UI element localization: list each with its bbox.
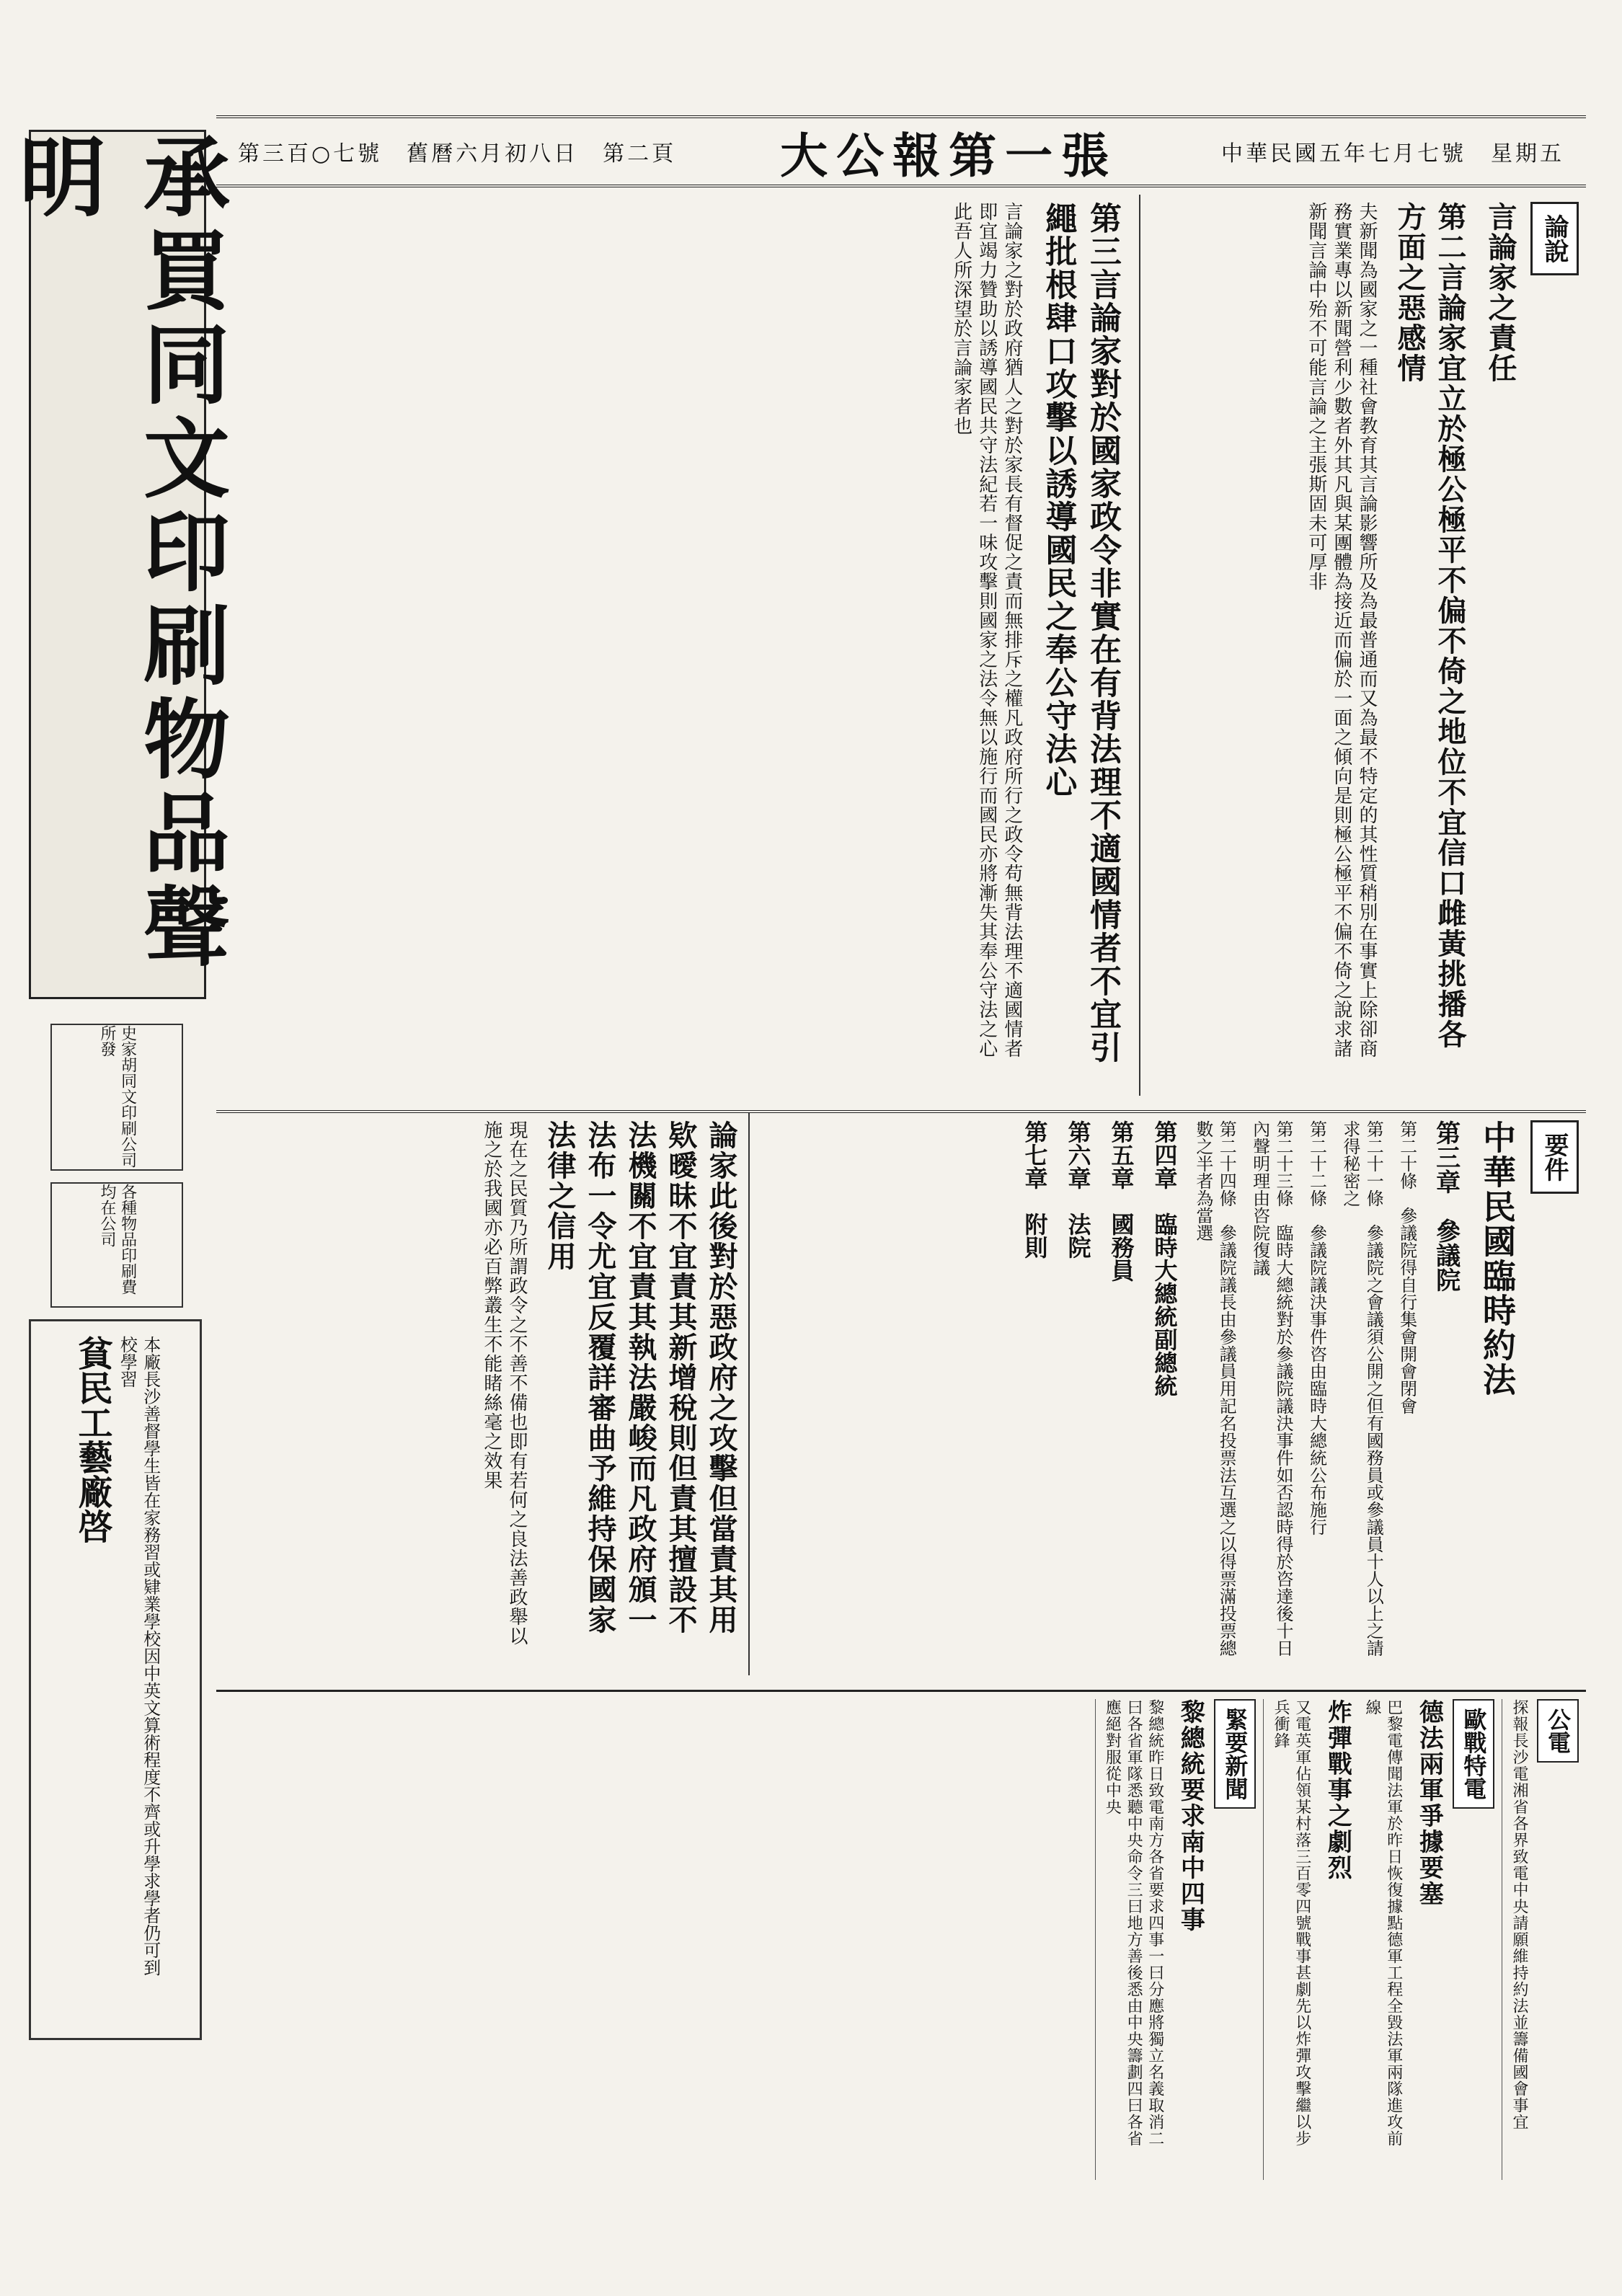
constitution-headline: 中華民國臨時約法: [1478, 1120, 1517, 1397]
editorial-subheadline: 第二言論家宜立於極公極平不偏不倚之地位不宜信口雌黃挑播各方面之惡感情: [1393, 202, 1467, 1050]
important-news-label: 緊要新聞: [1214, 1699, 1256, 1809]
war-news-label: 歐戰特電: [1453, 1699, 1494, 1809]
lower-section: [216, 1110, 1586, 2187]
article-item: 第二十四條 參議院議長由參議員用記名投票法互選之以得票滿投票總數之半者為當選: [1192, 1120, 1237, 1657]
chapter-heading: 第五章 國務員: [1107, 1120, 1135, 1282]
telegram-label: 公電: [1537, 1699, 1579, 1763]
masthead-issue-info: 第三百○七號 舊曆六月初八日 第二頁: [238, 141, 677, 167]
article-item: 第二十一條 參議院之會議須公開之但有國務員或參議員十人以上之請求得秘密之: [1339, 1120, 1384, 1657]
telegram-column: [1502, 1699, 1579, 2180]
essay-body: 言論家之對於政府猶人之對於家長有督促之責而無排斥之權凡政府所行之政令苟無背法理不適國情者即宜竭力贊助以誘導國民共守法紀若一味攻擊則國家之法令無以施行而國民亦將漸失其奉公守法之心此吾人所深望於言論家者也: [950, 202, 1023, 1058]
section-label: 要件: [1530, 1120, 1579, 1194]
notice-stamp: [5, 130, 231, 999]
ad-text: 史家胡同文印刷公司所發: [98, 1025, 137, 1168]
chapter-heading: 第三章 參議院: [1431, 1120, 1461, 1292]
article-item: 第二十三條 臨時大總統對於參議院議決事件如否認時得於咨達後十日內聲明理由咨院復議: [1249, 1120, 1294, 1657]
war-news-headline: 德法兩軍爭據要塞: [1414, 1699, 1444, 1907]
war-news-headline: 炸彈戰事之劇烈: [1323, 1699, 1352, 1881]
masthead: [216, 115, 1586, 187]
essay-continued-body: 現在之民質乃所謂政令之不善不備也即有若何之良法善政舉以施之於我國亦必百弊叢生不能睹絲毫之效果: [480, 1120, 528, 1646]
factory-notice: [29, 1319, 202, 2040]
factory-notice-title: 貧民工藝廠啓: [72, 1336, 112, 1543]
chapter-heading: 第四章 臨時大總統副總統: [1151, 1120, 1179, 1397]
war-news-body: 又電英軍佔領某村落三百零四號戰事甚劇先以炸彈攻擊繼以步兵衝鋒: [1272, 1699, 1311, 2147]
factory-notice-body: 本廠長沙善督學生皆在家務習或肄業學校因中英文算術程度不齊或升學求學者仍可到校學習: [117, 1336, 161, 1976]
essay-headline: 第三言論家對於國家政令非實在有背法理不適國情者不宜引繩批根肆口攻擊以誘導國民之奉公守法心: [1040, 202, 1121, 1064]
masthead-date: 中華民國五年七月七號 星期五: [1221, 141, 1564, 167]
ad-block: [50, 1182, 183, 1308]
masthead-title: 大公報第一張: [780, 127, 1118, 184]
chapter-heading: 第七章 附則: [1021, 1120, 1049, 1259]
left-sidebar: [5, 130, 231, 2184]
editorial-body: 夫新聞為國家之一種社會教育其言論影響所及為最普通而又為最不特定的其性質稍別在事實上除卻商務實業專以新聞營利少數者外其凡與某團體為接近而偏於一面之傾向是則極公極平不偏不倚之說求諸新聞言論中殆不可能言論之主張斯固未可厚非: [1305, 202, 1378, 1058]
essay-continued-headline: 論家此後對於惡政府之攻擊但當責其用欵曖昧不宜責其新增稅則但責其擅設不法機關不宜責其執法嚴峻而凡政府頒一法布一令尤宜反覆詳審曲予維持保國家法律之信用: [543, 1120, 738, 1635]
war-news-column: [1263, 1699, 1494, 2180]
section-label: 論說: [1530, 202, 1579, 275]
essay-section: [216, 195, 1132, 1096]
war-news-body: 巴黎電傳聞法軍於昨日恢復據點德軍工程全毀法軍兩隊進攻前線: [1363, 1699, 1403, 2147]
ad-block: [50, 1024, 183, 1171]
constitution-section: [757, 1113, 1586, 1675]
important-news-body: 黎總統昨日致電南方各省要求四事一曰分應將獨立名義取消二曰各省軍隊悉聽中央命令三曰地方善後悉由中央籌劃四曰各省應絕對服從中央: [1103, 1699, 1164, 2147]
editorial-section: [1139, 195, 1586, 1096]
news-section: [216, 1690, 1586, 2187]
essay-continued-section: [216, 1113, 750, 1675]
main-content: [216, 195, 1586, 2184]
ad-text: 各種物品印刷費均在公司: [98, 1184, 137, 1295]
stamp-text: 承買同文印刷物品聲明: [5, 132, 231, 975]
article-item: 第二十二條 參議院議決事件咨由臨時大總統公布施行: [1306, 1120, 1327, 1535]
editorial-headline: 言論家之責任: [1484, 202, 1517, 384]
important-news-headline: 黎總統要求南中四事: [1176, 1699, 1205, 1933]
chapter-heading: 第六章 法院: [1064, 1120, 1092, 1259]
important-news-column: [1095, 1699, 1257, 2180]
telegram-body: 探報長沙電湘省各界致電中央請願維持約法並籌備國會事宜: [1510, 1699, 1528, 2130]
article-item: 第二十條 參議院得自行集會開會閉會: [1396, 1120, 1417, 1414]
